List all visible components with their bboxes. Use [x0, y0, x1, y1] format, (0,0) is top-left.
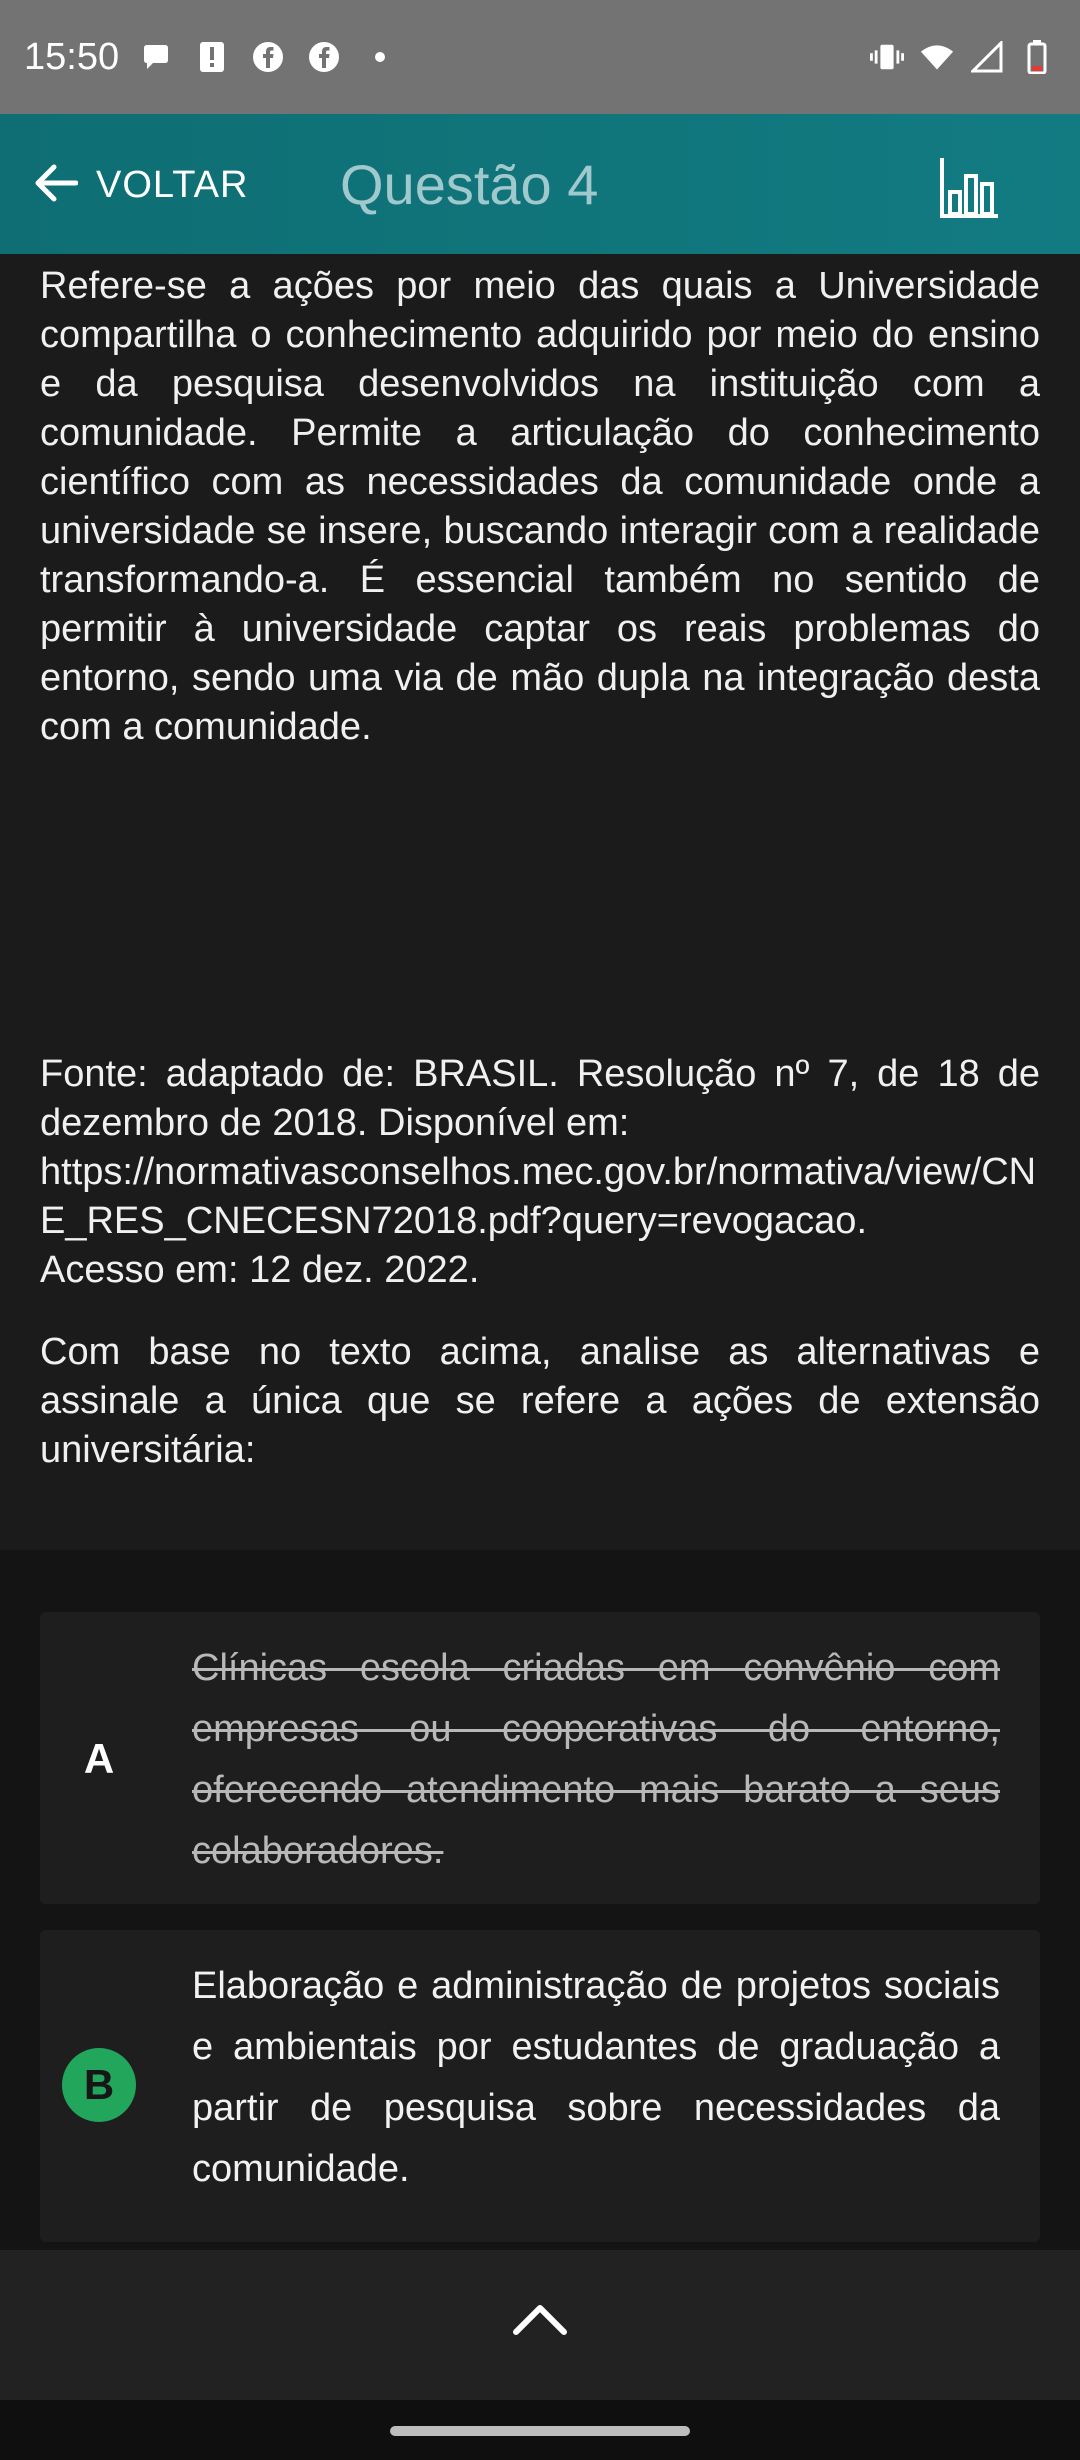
- bottom-bar: [0, 2250, 1080, 2400]
- app-header: [0, 114, 1080, 254]
- system-icons: [870, 0, 1054, 114]
- facebook-icon: [307, 40, 341, 74]
- alert-icon: [195, 40, 229, 74]
- question-prompt: Com base no texto acima, analise as alternativas e assinale a única que se refere a ações de extensão universitária:: [40, 1331, 1040, 1471]
- source-access: Acesso em: 12 dez. 2022.: [40, 1249, 480, 1291]
- back-label: VOLTAR: [96, 163, 249, 206]
- notification-icons: [139, 40, 397, 74]
- page-title: Questão 4: [340, 153, 599, 216]
- option-letter: A: [83, 1735, 115, 1782]
- option-text: Clínicas escola criadas em convênio com empresas ou cooperativas do entorno, oferecendo atendimento mais barato a seus colaboradores.: [192, 1647, 1000, 1872]
- status-time: 15:50: [24, 35, 120, 78]
- option-b[interactable]: [40, 1930, 1040, 2242]
- source-url: https://normativasconselhos.mec.gov.br/normativa/view/CNE_RES_CNECESN72018.pdf?query=revogacao.: [40, 1151, 1037, 1242]
- source-line: Fonte: adaptado de: BRASIL. Resolução nº 7, de 18 de dezembro de 2018. Disponível em:: [40, 1053, 1040, 1144]
- home-indicator[interactable]: [390, 2426, 690, 2436]
- option-text: Elaboração e administração de projetos sociais e ambientais por estudantes de graduação a partir de pesquisa sobre necessidades da comunidade.: [192, 1965, 1000, 2190]
- option-letter-selected: B: [62, 2048, 136, 2122]
- chat-bubble-icon: [139, 40, 173, 74]
- system-nav-bar: [0, 2400, 1080, 2460]
- option-a[interactable]: [40, 1612, 1040, 1904]
- facebook-icon: [251, 40, 285, 74]
- question-source: [40, 1050, 1040, 1295]
- question-text: Refere-se a ações por meio das quais a Universidade compartilha o conhecimento adquirido por meio do ensino e da pesquisa desenvolvidos na instituição com a comunidade. Permite a articulação do conhecimento científico com as necessidades da comunidade onde a universidade se insere, buscando interagir com a realidade transformando-a. É essencial também no sentido de permitir à universidade captar os reais problemas do entorno, sendo uma via de mão dupla na integração desta com a comunidade.: [40, 265, 1040, 748]
- arrow-left-icon: [34, 163, 78, 208]
- dot-icon: [363, 40, 397, 74]
- chevron-up-icon[interactable]: [508, 2288, 572, 2352]
- bar-chart-icon[interactable]: [936, 154, 1002, 220]
- signal-icon: [970, 40, 1004, 74]
- wifi-icon: [920, 40, 954, 74]
- status-bar: [0, 0, 1080, 114]
- back-button[interactable]: [34, 150, 248, 220]
- options-list: [0, 1550, 1080, 2250]
- vibrate-icon: [870, 40, 904, 74]
- battery-low-icon: [1020, 40, 1054, 74]
